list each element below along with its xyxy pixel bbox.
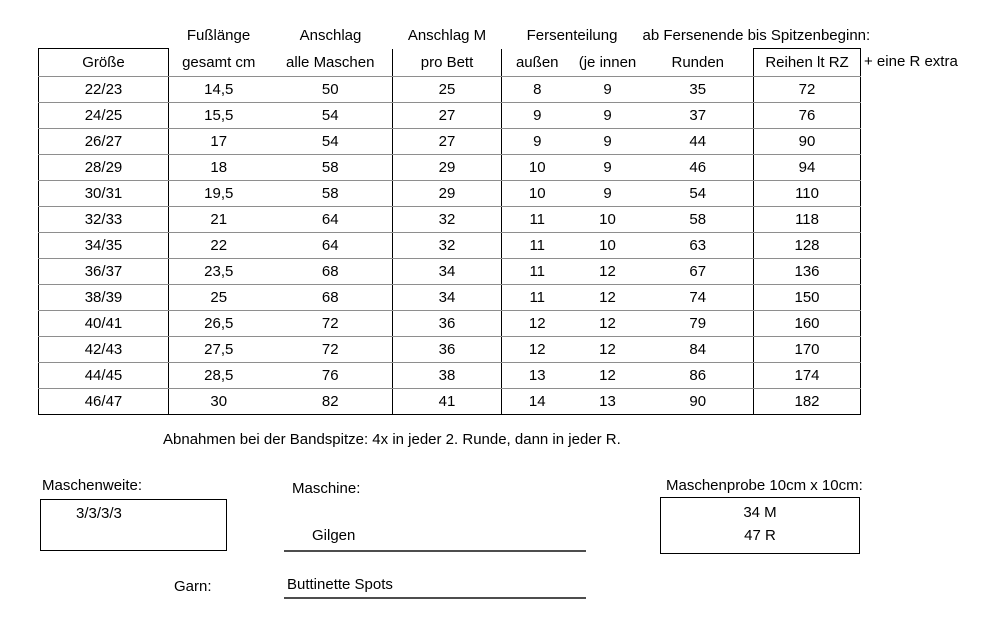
table-cell: 50 bbox=[269, 77, 393, 103]
maschine-label: Maschine: bbox=[292, 480, 361, 497]
table-cell: 10 bbox=[573, 207, 643, 233]
table-cell: 18 bbox=[169, 155, 269, 181]
table-cell: 19,5 bbox=[169, 181, 269, 207]
table-cell: 11 bbox=[502, 207, 573, 233]
table-cell: 72 bbox=[754, 77, 861, 103]
table-cell: 10 bbox=[502, 155, 573, 181]
table-cell: 84 bbox=[643, 337, 754, 363]
col-header-aussen: außen bbox=[502, 49, 573, 77]
table-cell: 58 bbox=[269, 181, 393, 207]
col-header-fusslaenge-line1: Fußlänge bbox=[186, 26, 251, 44]
table-cell: 9 bbox=[573, 77, 643, 103]
table-cell: 32/33 bbox=[39, 207, 169, 233]
table-cell: 36 bbox=[393, 311, 502, 337]
table-cell: 90 bbox=[754, 129, 861, 155]
table-cell: 54 bbox=[269, 103, 393, 129]
col-header-ab-fersenende: ab Fersenende bis Spitzenbeginn: bbox=[642, 26, 871, 44]
table-cell: 26/27 bbox=[39, 129, 169, 155]
table-row bbox=[39, 207, 861, 233]
table-cell: 30 bbox=[169, 389, 269, 415]
table-cell: 28,5 bbox=[169, 363, 269, 389]
maschenweite-value[interactable]: 3/3/3/3 bbox=[76, 505, 122, 522]
col-header-groesse: Größe bbox=[39, 49, 169, 77]
table-cell: 36 bbox=[393, 337, 502, 363]
col-header-gesamt-cm: gesamt cm bbox=[169, 49, 269, 77]
table-cell: 67 bbox=[643, 259, 754, 285]
table-row bbox=[39, 389, 861, 415]
size-table-body bbox=[39, 77, 861, 415]
table-cell: 10 bbox=[502, 181, 573, 207]
table-cell: 13 bbox=[502, 363, 573, 389]
col-header-runden: Runden bbox=[643, 49, 754, 77]
table-cell: 11 bbox=[502, 259, 573, 285]
table-row bbox=[39, 337, 861, 363]
table-cell: 28/29 bbox=[39, 155, 169, 181]
table-cell: 12 bbox=[573, 285, 643, 311]
table-cell: 46/47 bbox=[39, 389, 169, 415]
table-cell: 72 bbox=[269, 311, 393, 337]
table-cell: 76 bbox=[754, 103, 861, 129]
table-cell: 26,5 bbox=[169, 311, 269, 337]
size-table bbox=[38, 22, 871, 415]
table-cell: 9 bbox=[573, 181, 643, 207]
table-row bbox=[39, 259, 861, 285]
table-cell: 64 bbox=[269, 233, 393, 259]
table-cell: 128 bbox=[754, 233, 861, 259]
table-cell: 30/31 bbox=[39, 181, 169, 207]
table-cell: 94 bbox=[754, 155, 861, 181]
table-cell: 12 bbox=[573, 363, 643, 389]
extra-row-note: + eine R extra bbox=[864, 53, 958, 70]
table-cell: 182 bbox=[754, 389, 861, 415]
col-header-alle-maschen: alle Maschen bbox=[269, 49, 393, 77]
table-header-row-1 bbox=[39, 22, 861, 49]
table-cell: 44/45 bbox=[39, 363, 169, 389]
table-cell: 34 bbox=[393, 285, 502, 311]
table-row bbox=[39, 77, 861, 103]
table-cell: 74 bbox=[643, 285, 754, 311]
table-cell: 22/23 bbox=[39, 77, 169, 103]
table-row bbox=[39, 155, 861, 181]
table-cell: 174 bbox=[754, 363, 861, 389]
table-cell: 86 bbox=[643, 363, 754, 389]
maschenprobe-m-value[interactable]: 34 M bbox=[743, 504, 777, 521]
table-cell: 9 bbox=[502, 103, 573, 129]
table-cell: 12 bbox=[502, 337, 573, 363]
table-cell: 38 bbox=[393, 363, 502, 389]
table-cell: 110 bbox=[754, 181, 861, 207]
table-cell: 32 bbox=[393, 233, 502, 259]
table-cell: 150 bbox=[754, 285, 861, 311]
table-row bbox=[39, 103, 861, 129]
table-cell: 37 bbox=[643, 103, 754, 129]
table-cell: 9 bbox=[502, 129, 573, 155]
table-cell: 10 bbox=[573, 233, 643, 259]
table-row bbox=[39, 311, 861, 337]
col-header-anschlag-m-line1: Anschlag M bbox=[407, 26, 487, 44]
table-cell: 14 bbox=[502, 389, 573, 415]
table-cell: 79 bbox=[643, 311, 754, 337]
table-cell: 22 bbox=[169, 233, 269, 259]
table-cell: 54 bbox=[643, 181, 754, 207]
table-cell: 63 bbox=[643, 233, 754, 259]
table-cell: 12 bbox=[573, 337, 643, 363]
table-cell: 170 bbox=[754, 337, 861, 363]
table-cell: 36/37 bbox=[39, 259, 169, 285]
col-header-je-innen: (je innen bbox=[573, 49, 643, 77]
table-cell: 12 bbox=[573, 259, 643, 285]
table-cell: 11 bbox=[502, 233, 573, 259]
col-header-anschlag-line1: Anschlag bbox=[299, 26, 362, 44]
col-header-pro-bett: pro Bett bbox=[393, 49, 502, 77]
table-cell: 14,5 bbox=[169, 77, 269, 103]
maschine-underline bbox=[284, 550, 586, 552]
table-cell: 32 bbox=[393, 207, 502, 233]
maschenweite-label: Maschenweite: bbox=[42, 477, 143, 494]
table-cell: 136 bbox=[754, 259, 861, 285]
table-cell: 27 bbox=[393, 129, 502, 155]
table-row bbox=[39, 233, 861, 259]
table-cell: 72 bbox=[269, 337, 393, 363]
table-cell: 68 bbox=[269, 285, 393, 311]
note-bandspitze: Abnahmen bei der Bandspitze: 4x in jeder 2. Runde, dann in jeder R. bbox=[163, 431, 621, 448]
maschenprobe-label: Maschenprobe 10cm x 10cm: bbox=[666, 477, 863, 494]
maschenweite-box[interactable] bbox=[40, 499, 227, 551]
table-cell: 13 bbox=[573, 389, 643, 415]
table-cell: 64 bbox=[269, 207, 393, 233]
table-cell: 34/35 bbox=[39, 233, 169, 259]
maschenprobe-box[interactable] bbox=[660, 497, 860, 554]
table-cell: 15,5 bbox=[169, 103, 269, 129]
table-cell: 58 bbox=[269, 155, 393, 181]
table-cell: 9 bbox=[573, 155, 643, 181]
table-cell: 27,5 bbox=[169, 337, 269, 363]
table-cell: 118 bbox=[754, 207, 861, 233]
col-header-fersenteilung: Fersenteilung bbox=[526, 26, 618, 44]
table-cell: 29 bbox=[393, 181, 502, 207]
col-header-reihen-lt-rz: Reihen lt RZ bbox=[754, 49, 861, 77]
table-cell: 11 bbox=[502, 285, 573, 311]
table-cell: 38/39 bbox=[39, 285, 169, 311]
table-cell: 9 bbox=[573, 103, 643, 129]
maschine-value[interactable]: Gilgen bbox=[312, 527, 356, 544]
table-row bbox=[39, 129, 861, 155]
col-header-blank bbox=[39, 22, 169, 49]
garn-value[interactable]: Buttinette Spots bbox=[287, 576, 393, 593]
table-cell: 46 bbox=[643, 155, 754, 181]
table-cell: 9 bbox=[573, 129, 643, 155]
table-cell: 8 bbox=[502, 77, 573, 103]
table-cell: 25 bbox=[393, 77, 502, 103]
table-cell: 160 bbox=[754, 311, 861, 337]
table-cell: 23,5 bbox=[169, 259, 269, 285]
table-cell: 82 bbox=[269, 389, 393, 415]
table-cell: 54 bbox=[269, 129, 393, 155]
table-cell: 44 bbox=[643, 129, 754, 155]
table-header-row-2 bbox=[39, 49, 861, 77]
table-cell: 76 bbox=[269, 363, 393, 389]
table-cell: 29 bbox=[393, 155, 502, 181]
table-cell: 35 bbox=[643, 77, 754, 103]
table-cell: 27 bbox=[393, 103, 502, 129]
table-cell: 40/41 bbox=[39, 311, 169, 337]
table-cell: 58 bbox=[643, 207, 754, 233]
table-cell: 41 bbox=[393, 389, 502, 415]
table-row bbox=[39, 285, 861, 311]
garn-underline bbox=[284, 597, 586, 599]
table-cell: 24/25 bbox=[39, 103, 169, 129]
table-cell: 17 bbox=[169, 129, 269, 155]
table-cell: 12 bbox=[502, 311, 573, 337]
table-cell: 21 bbox=[169, 207, 269, 233]
maschenprobe-r-value[interactable]: 47 R bbox=[744, 527, 776, 544]
table-cell: 42/43 bbox=[39, 337, 169, 363]
garn-label: Garn: bbox=[174, 578, 212, 595]
table-cell: 90 bbox=[643, 389, 754, 415]
table-row bbox=[39, 181, 861, 207]
table-row bbox=[39, 363, 861, 389]
table-cell: 12 bbox=[573, 311, 643, 337]
table-cell: 25 bbox=[169, 285, 269, 311]
table-cell: 34 bbox=[393, 259, 502, 285]
table-cell: 68 bbox=[269, 259, 393, 285]
